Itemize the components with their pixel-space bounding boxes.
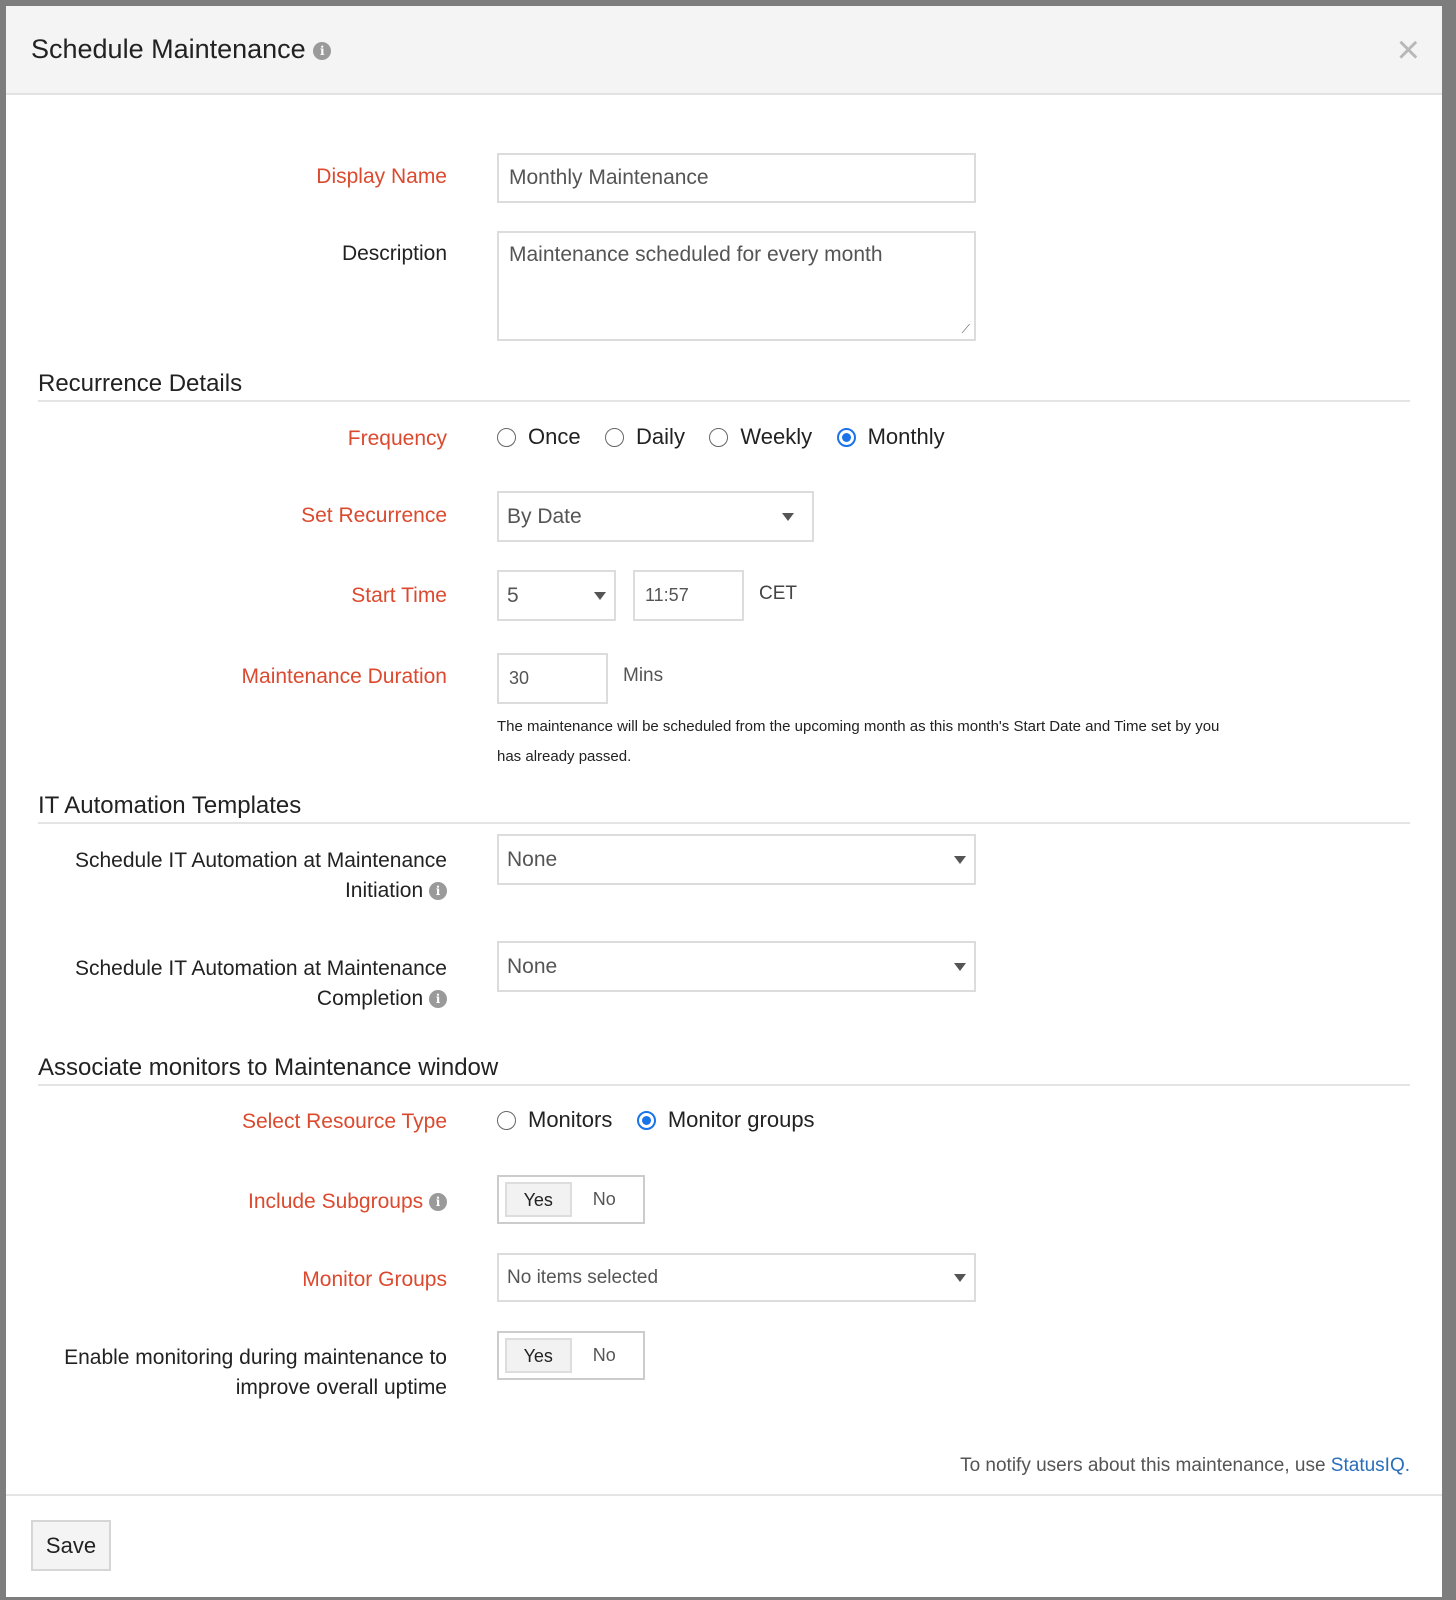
chevron-down-icon: [954, 1274, 966, 1282]
it-initiation-label-line2: Initiation i: [345, 876, 447, 906]
include-subgroups-label: Include Subgroups i: [248, 1187, 447, 1217]
frequency-radio-group: [497, 424, 965, 452]
radio-icon: [497, 428, 516, 447]
set-recurrence-label: Set Recurrence: [301, 504, 447, 527]
monitor-groups-select[interactable]: No items selected: [497, 1253, 976, 1302]
schedule-note-line1: The maintenance will be scheduled from the upcoming month as this month's Start Date and Time set by you: [497, 718, 1220, 735]
resource-type-label: Select Resource Type: [241, 1110, 447, 1133]
frequency-once[interactable]: Once: [497, 424, 581, 450]
include-subgroups-yes[interactable]: Yes: [505, 1182, 572, 1217]
chevron-down-icon: [954, 856, 966, 864]
monitor-groups-label: Monitor Groups: [302, 1268, 447, 1291]
start-day-select[interactable]: 5: [497, 570, 616, 621]
info-icon[interactable]: i: [429, 1193, 447, 1211]
resource-type-monitors[interactable]: Monitors: [497, 1107, 612, 1133]
frequency-monthly[interactable]: Monthly: [837, 424, 945, 450]
include-subgroups-no[interactable]: No: [592, 1189, 616, 1209]
chevron-down-icon: [954, 963, 966, 971]
it-automation-heading: IT Automation Templates: [38, 792, 1410, 824]
enable-monitoring-no[interactable]: No: [592, 1345, 616, 1365]
start-time-label: Start Time: [351, 584, 447, 607]
display-name-input[interactable]: Monthly Maintenance: [497, 153, 976, 203]
enable-monitoring-label-line1: Enable monitoring during maintenance to: [64, 1346, 447, 1369]
frequency-label: Frequency: [347, 427, 447, 450]
enable-monitoring-yes[interactable]: Yes: [505, 1338, 572, 1373]
close-icon[interactable]: ×: [1396, 28, 1420, 72]
frequency-weekly[interactable]: Weekly: [709, 424, 812, 450]
statusiq-link[interactable]: StatusIQ: [1330, 1455, 1405, 1476]
it-initiation-label-line1: Schedule IT Automation at Maintenance: [74, 849, 447, 872]
info-icon[interactable]: i: [313, 42, 331, 60]
description-label: Description: [341, 242, 447, 265]
duration-unit: Mins: [623, 665, 664, 686]
statusiq-notice: To notify users about this maintenance, use StatusIQ.: [960, 1455, 1410, 1476]
start-time-input[interactable]: 11:57: [633, 570, 744, 621]
radio-selected-icon: [637, 1111, 656, 1130]
enable-monitoring-label-line2: improve overall uptime: [235, 1376, 447, 1399]
it-completion-label-line1: Schedule IT Automation at Maintenance: [74, 957, 447, 980]
resize-handle-icon[interactable]: ⟋: [961, 322, 970, 336]
info-icon[interactable]: i: [429, 990, 447, 1008]
display-name-label: Display Name: [316, 165, 447, 188]
schedule-maintenance-dialog: [6, 6, 1442, 1597]
info-icon[interactable]: i: [429, 882, 447, 900]
resource-type-monitor-groups[interactable]: Monitor groups: [637, 1107, 815, 1133]
frequency-daily[interactable]: Daily: [605, 424, 685, 450]
include-subgroups-toggle: [497, 1175, 645, 1224]
chevron-down-icon: [782, 513, 794, 521]
radio-selected-icon: [837, 428, 856, 447]
it-completion-select[interactable]: None: [497, 941, 976, 992]
recurrence-heading: Recurrence Details: [38, 370, 1410, 402]
timezone-label: CET: [759, 583, 797, 604]
it-completion-label-line2: Completion i: [317, 984, 447, 1014]
dialog-title: Schedule Maintenance i: [31, 34, 331, 65]
chevron-down-icon: [594, 592, 606, 600]
enable-monitoring-toggle: [497, 1331, 645, 1380]
radio-icon: [605, 428, 624, 447]
dialog-footer-divider: [6, 1494, 1442, 1496]
dialog-header: [6, 6, 1442, 95]
maintenance-duration-label: Maintenance Duration: [241, 665, 447, 688]
description-textarea[interactable]: Maintenance scheduled for every month ⟋: [497, 231, 976, 341]
it-initiation-select[interactable]: None: [497, 834, 976, 885]
schedule-note-line2: has already passed.: [497, 748, 632, 765]
radio-icon: [497, 1111, 516, 1130]
resource-type-radio-group: [497, 1107, 835, 1135]
set-recurrence-select[interactable]: By Date: [497, 491, 814, 542]
associate-monitors-heading: Associate monitors to Maintenance window: [38, 1054, 1410, 1086]
save-button[interactable]: Save: [31, 1520, 111, 1571]
duration-input[interactable]: 30: [497, 653, 608, 704]
radio-icon: [709, 428, 728, 447]
